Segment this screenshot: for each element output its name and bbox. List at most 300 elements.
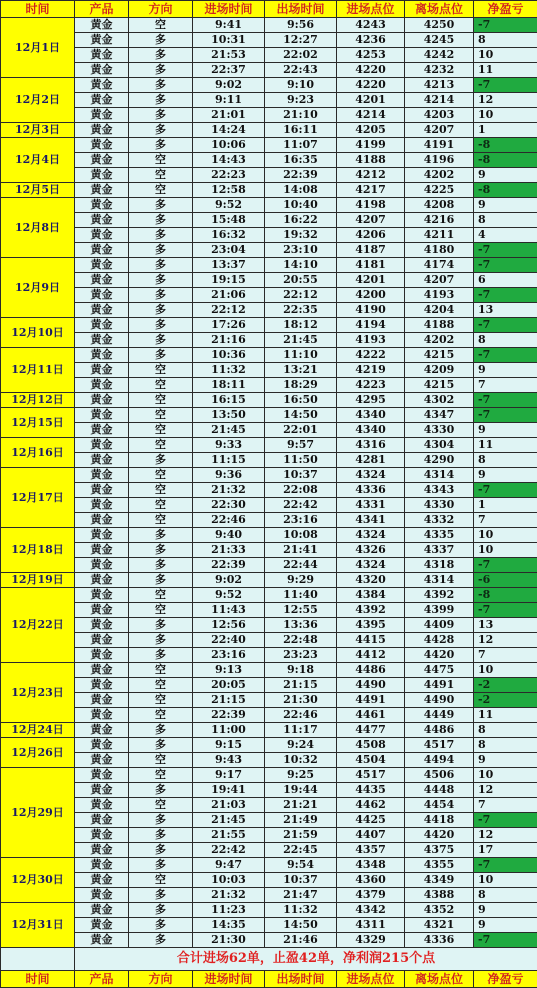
exit-price-cell: 4250 [405, 18, 474, 33]
exit-price-cell: 4409 [405, 618, 474, 633]
exit-time-cell: 21:47 [265, 888, 337, 903]
exit-price-cell: 4215 [405, 348, 474, 363]
table-row [1, 633, 537, 648]
exit-price-cell: 4188 [405, 318, 474, 333]
entry-price-cell: 4415 [337, 633, 405, 648]
net-pnl-cell: 9 [474, 753, 537, 768]
exit-time-cell: 11:50 [265, 453, 337, 468]
exit-time-cell: 21:10 [265, 108, 337, 123]
product-cell: 黄金 [75, 828, 129, 843]
exit-price-cell: 4290 [405, 453, 474, 468]
entry-price-cell: 4212 [337, 168, 405, 183]
header-col-4: 出场时间 [265, 1, 337, 18]
date-cell: 12月31日 [1, 903, 75, 948]
exit-time-cell: 10:37 [265, 873, 337, 888]
product-cell: 黄金 [75, 903, 129, 918]
direction-cell: 多 [129, 138, 193, 153]
entry-time-cell: 21:45 [193, 423, 265, 438]
table-row [1, 378, 537, 393]
product-cell: 黄金 [75, 648, 129, 663]
entry-time-cell: 12:56 [193, 618, 265, 633]
net-pnl-cell: 11 [474, 438, 537, 453]
entry-time-cell: 21:16 [193, 333, 265, 348]
exit-price-cell: 4506 [405, 768, 474, 783]
table-row [1, 738, 537, 753]
direction-cell: 多 [129, 123, 193, 138]
entry-price-cell: 4340 [337, 408, 405, 423]
exit-price-cell: 4388 [405, 888, 474, 903]
exit-time-cell: 10:08 [265, 528, 337, 543]
direction-cell: 空 [129, 18, 193, 33]
exit-price-cell: 4216 [405, 213, 474, 228]
entry-price-cell: 4187 [337, 243, 405, 258]
net-pnl-cell: 10 [474, 768, 537, 783]
net-pnl-cell: 9 [474, 918, 537, 933]
direction-cell: 多 [129, 93, 193, 108]
date-cell: 12月11日 [1, 348, 75, 393]
entry-price-cell: 4320 [337, 573, 405, 588]
entry-time-cell: 21:32 [193, 888, 265, 903]
table-row [1, 603, 537, 618]
product-cell: 黄金 [75, 843, 129, 858]
product-cell: 黄金 [75, 183, 129, 198]
table-row [1, 903, 537, 918]
net-pnl-cell: -8 [474, 138, 537, 153]
net-pnl-cell: -2 [474, 678, 537, 693]
exit-price-cell: 4191 [405, 138, 474, 153]
table-row [1, 873, 537, 888]
entry-price-cell: 4360 [337, 873, 405, 888]
product-cell: 黄金 [75, 918, 129, 933]
product-cell: 黄金 [75, 138, 129, 153]
entry-price-cell: 4412 [337, 648, 405, 663]
net-pnl-cell: 17 [474, 843, 537, 858]
table-row [1, 858, 537, 873]
net-pnl-cell: 10 [474, 873, 537, 888]
date-cell: 12月15日 [1, 408, 75, 438]
entry-time-cell: 21:30 [193, 933, 265, 948]
table-row [1, 723, 537, 738]
net-pnl-cell: 8 [474, 888, 537, 903]
entry-time-cell: 19:15 [193, 273, 265, 288]
direction-cell: 多 [129, 738, 193, 753]
direction-cell: 多 [129, 888, 193, 903]
net-pnl-cell: 11 [474, 63, 537, 78]
table-row [1, 63, 537, 78]
date-cell: 12月9日 [1, 258, 75, 318]
direction-cell: 多 [129, 528, 193, 543]
product-cell: 黄金 [75, 198, 129, 213]
exit-time-cell: 21:49 [265, 813, 337, 828]
product-cell: 黄金 [75, 48, 129, 63]
exit-time-cell: 23:23 [265, 648, 337, 663]
product-cell: 黄金 [75, 498, 129, 513]
exit-price-cell: 4207 [405, 123, 474, 138]
entry-time-cell: 9:11 [193, 93, 265, 108]
entry-price-cell: 4504 [337, 753, 405, 768]
net-pnl-cell: 10 [474, 543, 537, 558]
table-row [1, 123, 537, 138]
entry-price-cell: 4205 [337, 123, 405, 138]
entry-price-cell: 4490 [337, 678, 405, 693]
direction-cell: 空 [129, 588, 193, 603]
entry-price-cell: 4311 [337, 918, 405, 933]
direction-cell: 多 [129, 273, 193, 288]
direction-cell: 空 [129, 513, 193, 528]
entry-time-cell: 9:15 [193, 738, 265, 753]
entry-price-cell: 4201 [337, 93, 405, 108]
exit-time-cell: 22:43 [265, 63, 337, 78]
table-row [1, 33, 537, 48]
direction-cell: 多 [129, 333, 193, 348]
exit-time-cell: 9:24 [265, 738, 337, 753]
exit-time-cell: 21:59 [265, 828, 337, 843]
table-row [1, 408, 537, 423]
exit-time-cell: 11:32 [265, 903, 337, 918]
direction-cell: 多 [129, 813, 193, 828]
net-pnl-cell: 1 [474, 123, 537, 138]
entry-time-cell: 9:33 [193, 438, 265, 453]
exit-time-cell: 22:01 [265, 423, 337, 438]
net-pnl-cell: 8 [474, 33, 537, 48]
table-row [1, 318, 537, 333]
exit-price-cell: 4392 [405, 588, 474, 603]
exit-price-cell: 4202 [405, 168, 474, 183]
exit-time-cell: 16:22 [265, 213, 337, 228]
entry-price-cell: 4206 [337, 228, 405, 243]
table-row [1, 498, 537, 513]
exit-price-cell: 4349 [405, 873, 474, 888]
net-pnl-cell: 1 [474, 498, 537, 513]
footer-header-col-4: 出场时间 [265, 971, 337, 988]
entry-time-cell: 21:01 [193, 108, 265, 123]
product-cell: 黄金 [75, 933, 129, 948]
entry-price-cell: 4201 [337, 273, 405, 288]
exit-time-cell: 23:10 [265, 243, 337, 258]
header-col-2: 方向 [129, 1, 193, 18]
direction-cell: 多 [129, 573, 193, 588]
net-pnl-cell: -7 [474, 603, 537, 618]
table-row [1, 213, 537, 228]
product-cell: 黄金 [75, 78, 129, 93]
entry-price-cell: 4329 [337, 933, 405, 948]
net-pnl-cell: 12 [474, 783, 537, 798]
date-cell: 12月8日 [1, 198, 75, 258]
product-cell: 黄金 [75, 378, 129, 393]
net-pnl-cell: 8 [474, 213, 537, 228]
net-pnl-cell: 6 [474, 273, 537, 288]
entry-price-cell: 4461 [337, 708, 405, 723]
exit-price-cell: 4174 [405, 258, 474, 273]
footer-header-col-0: 时间 [1, 971, 75, 988]
exit-price-cell: 4330 [405, 498, 474, 513]
exit-time-cell: 16:35 [265, 153, 337, 168]
exit-price-cell: 4491 [405, 678, 474, 693]
product-cell: 黄金 [75, 753, 129, 768]
header-col-1: 产品 [75, 1, 129, 18]
entry-time-cell: 21:03 [193, 798, 265, 813]
table-row [1, 513, 537, 528]
entry-price-cell: 4188 [337, 153, 405, 168]
entry-time-cell: 21:32 [193, 483, 265, 498]
table-row [1, 228, 537, 243]
product-cell: 黄金 [75, 288, 129, 303]
header-col-7: 净盈亏 [474, 1, 537, 18]
table-row [1, 423, 537, 438]
entry-price-cell: 4199 [337, 138, 405, 153]
net-pnl-cell: 8 [474, 333, 537, 348]
net-pnl-cell: 13 [474, 618, 537, 633]
exit-price-cell: 4207 [405, 273, 474, 288]
net-pnl-cell: 9 [474, 903, 537, 918]
date-cell: 12月19日 [1, 573, 75, 588]
product-cell: 黄金 [75, 723, 129, 738]
entry-time-cell: 9:02 [193, 78, 265, 93]
product-cell: 黄金 [75, 213, 129, 228]
entry-time-cell: 21:15 [193, 693, 265, 708]
entry-price-cell: 4392 [337, 603, 405, 618]
table-row [1, 648, 537, 663]
entry-time-cell: 18:11 [193, 378, 265, 393]
table-row [1, 663, 537, 678]
exit-time-cell: 9:56 [265, 18, 337, 33]
entry-price-cell: 4357 [337, 843, 405, 858]
table-row [1, 18, 537, 33]
header-col-5: 进场点位 [337, 1, 405, 18]
net-pnl-cell: 10 [474, 663, 537, 678]
entry-time-cell: 20:05 [193, 678, 265, 693]
exit-time-cell: 10:37 [265, 468, 337, 483]
table-row [1, 468, 537, 483]
net-pnl-cell: -7 [474, 258, 537, 273]
table-row [1, 753, 537, 768]
exit-price-cell: 4490 [405, 693, 474, 708]
table-row [1, 108, 537, 123]
entry-price-cell: 4341 [337, 513, 405, 528]
table-row [1, 93, 537, 108]
date-cell: 12月3日 [1, 123, 75, 138]
exit-time-cell: 21:30 [265, 693, 337, 708]
date-cell: 12月16日 [1, 438, 75, 468]
exit-time-cell: 11:10 [265, 348, 337, 363]
exit-time-cell: 21:21 [265, 798, 337, 813]
direction-cell: 空 [129, 423, 193, 438]
exit-price-cell: 4486 [405, 723, 474, 738]
entry-price-cell: 4295 [337, 393, 405, 408]
table-row [1, 78, 537, 93]
entry-time-cell: 13:50 [193, 408, 265, 423]
table-row [1, 438, 537, 453]
entry-time-cell: 11:00 [193, 723, 265, 738]
net-pnl-cell: 7 [474, 648, 537, 663]
entry-price-cell: 4219 [337, 363, 405, 378]
table-row [1, 828, 537, 843]
exit-time-cell: 11:07 [265, 138, 337, 153]
entry-price-cell: 4316 [337, 438, 405, 453]
header-col-3: 进场时间 [193, 1, 265, 18]
direction-cell: 多 [129, 903, 193, 918]
table-row [1, 183, 537, 198]
product-cell: 黄金 [75, 258, 129, 273]
table-row [1, 588, 537, 603]
date-cell: 12月12日 [1, 393, 75, 408]
net-pnl-cell: -7 [474, 393, 537, 408]
exit-price-cell: 4399 [405, 603, 474, 618]
net-pnl-cell: 7 [474, 513, 537, 528]
net-pnl-cell: 12 [474, 93, 537, 108]
exit-time-cell: 21:15 [265, 678, 337, 693]
direction-cell: 多 [129, 243, 193, 258]
exit-price-cell: 4232 [405, 63, 474, 78]
entry-time-cell: 19:41 [193, 783, 265, 798]
entry-price-cell: 4217 [337, 183, 405, 198]
exit-time-cell: 14:50 [265, 918, 337, 933]
exit-price-cell: 4304 [405, 438, 474, 453]
net-pnl-cell: 8 [474, 453, 537, 468]
net-pnl-cell: 7 [474, 378, 537, 393]
product-cell: 黄金 [75, 243, 129, 258]
exit-time-cell: 21:41 [265, 543, 337, 558]
exit-time-cell: 18:12 [265, 318, 337, 333]
direction-cell: 多 [129, 618, 193, 633]
table-row [1, 48, 537, 63]
exit-price-cell: 4335 [405, 528, 474, 543]
product-cell: 黄金 [75, 798, 129, 813]
date-cell: 12月29日 [1, 768, 75, 858]
exit-time-cell: 22:12 [265, 288, 337, 303]
entry-time-cell: 22:42 [193, 843, 265, 858]
entry-time-cell: 9:02 [193, 573, 265, 588]
direction-cell: 多 [129, 288, 193, 303]
exit-price-cell: 4242 [405, 48, 474, 63]
direction-cell: 多 [129, 78, 193, 93]
entry-price-cell: 4324 [337, 528, 405, 543]
date-cell: 12月10日 [1, 318, 75, 348]
table-row [1, 198, 537, 213]
table-row [1, 678, 537, 693]
exit-time-cell: 22:48 [265, 633, 337, 648]
table-row [1, 348, 537, 363]
direction-cell: 多 [129, 843, 193, 858]
entry-time-cell: 14:24 [193, 123, 265, 138]
direction-cell: 空 [129, 483, 193, 498]
product-cell: 黄金 [75, 813, 129, 828]
product-cell: 黄金 [75, 363, 129, 378]
product-cell: 黄金 [75, 93, 129, 108]
exit-time-cell: 9:54 [265, 858, 337, 873]
exit-price-cell: 4208 [405, 198, 474, 213]
exit-time-cell: 9:18 [265, 663, 337, 678]
net-pnl-cell: -7 [474, 933, 537, 948]
footer-header-row [1, 971, 537, 988]
direction-cell: 空 [129, 768, 193, 783]
entry-price-cell: 4462 [337, 798, 405, 813]
entry-time-cell: 14:43 [193, 153, 265, 168]
exit-price-cell: 4204 [405, 303, 474, 318]
entry-time-cell: 9:52 [193, 198, 265, 213]
entry-price-cell: 4243 [337, 18, 405, 33]
product-cell: 黄金 [75, 858, 129, 873]
entry-price-cell: 4198 [337, 198, 405, 213]
net-pnl-cell: -8 [474, 153, 537, 168]
net-pnl-cell: -7 [474, 78, 537, 93]
footer-header-col-5: 进场点位 [337, 971, 405, 988]
exit-price-cell: 4336 [405, 933, 474, 948]
product-cell: 黄金 [75, 18, 129, 33]
net-pnl-cell: 10 [474, 108, 537, 123]
entry-price-cell: 4477 [337, 723, 405, 738]
net-pnl-cell: 8 [474, 738, 537, 753]
entry-time-cell: 22:30 [193, 498, 265, 513]
table-row [1, 138, 537, 153]
table-row [1, 543, 537, 558]
exit-price-cell: 4245 [405, 33, 474, 48]
entry-time-cell: 10:06 [193, 138, 265, 153]
entry-price-cell: 4331 [337, 498, 405, 513]
entry-time-cell: 9:17 [193, 768, 265, 783]
entry-time-cell: 9:40 [193, 528, 265, 543]
direction-cell: 空 [129, 498, 193, 513]
entry-price-cell: 4342 [337, 903, 405, 918]
net-pnl-cell: 12 [474, 828, 537, 843]
exit-price-cell: 4318 [405, 558, 474, 573]
table-row [1, 933, 537, 948]
exit-price-cell: 4475 [405, 663, 474, 678]
direction-cell: 多 [129, 48, 193, 63]
entry-price-cell: 4222 [337, 348, 405, 363]
exit-time-cell: 9:57 [265, 438, 337, 453]
entry-price-cell: 4236 [337, 33, 405, 48]
entry-time-cell: 21:06 [193, 288, 265, 303]
direction-cell: 空 [129, 153, 193, 168]
product-cell: 黄金 [75, 558, 129, 573]
exit-time-cell: 11:17 [265, 723, 337, 738]
product-cell: 黄金 [75, 33, 129, 48]
net-pnl-cell: -8 [474, 588, 537, 603]
table-row [1, 288, 537, 303]
exit-price-cell: 4347 [405, 408, 474, 423]
table-row [1, 558, 537, 573]
table-row [1, 303, 537, 318]
entry-time-cell: 22:37 [193, 63, 265, 78]
entry-price-cell: 4181 [337, 258, 405, 273]
product-cell: 黄金 [75, 738, 129, 753]
net-pnl-cell: 10 [474, 528, 537, 543]
exit-time-cell: 16:50 [265, 393, 337, 408]
date-cell: 12月17日 [1, 468, 75, 528]
product-cell: 黄金 [75, 573, 129, 588]
product-cell: 黄金 [75, 468, 129, 483]
entry-price-cell: 4435 [337, 783, 405, 798]
product-cell: 黄金 [75, 63, 129, 78]
footer-header-col-6: 离场点位 [405, 971, 474, 988]
entry-price-cell: 4324 [337, 468, 405, 483]
direction-cell: 多 [129, 918, 193, 933]
exit-time-cell: 21:46 [265, 933, 337, 948]
entry-time-cell: 23:04 [193, 243, 265, 258]
entry-time-cell: 17:26 [193, 318, 265, 333]
product-cell: 黄金 [75, 453, 129, 468]
entry-time-cell: 10:36 [193, 348, 265, 363]
entry-price-cell: 4253 [337, 48, 405, 63]
product-cell: 黄金 [75, 633, 129, 648]
direction-cell: 空 [129, 393, 193, 408]
exit-price-cell: 4211 [405, 228, 474, 243]
direction-cell: 多 [129, 348, 193, 363]
date-cell: 12月24日 [1, 723, 75, 738]
product-cell: 黄金 [75, 423, 129, 438]
entry-price-cell: 4379 [337, 888, 405, 903]
